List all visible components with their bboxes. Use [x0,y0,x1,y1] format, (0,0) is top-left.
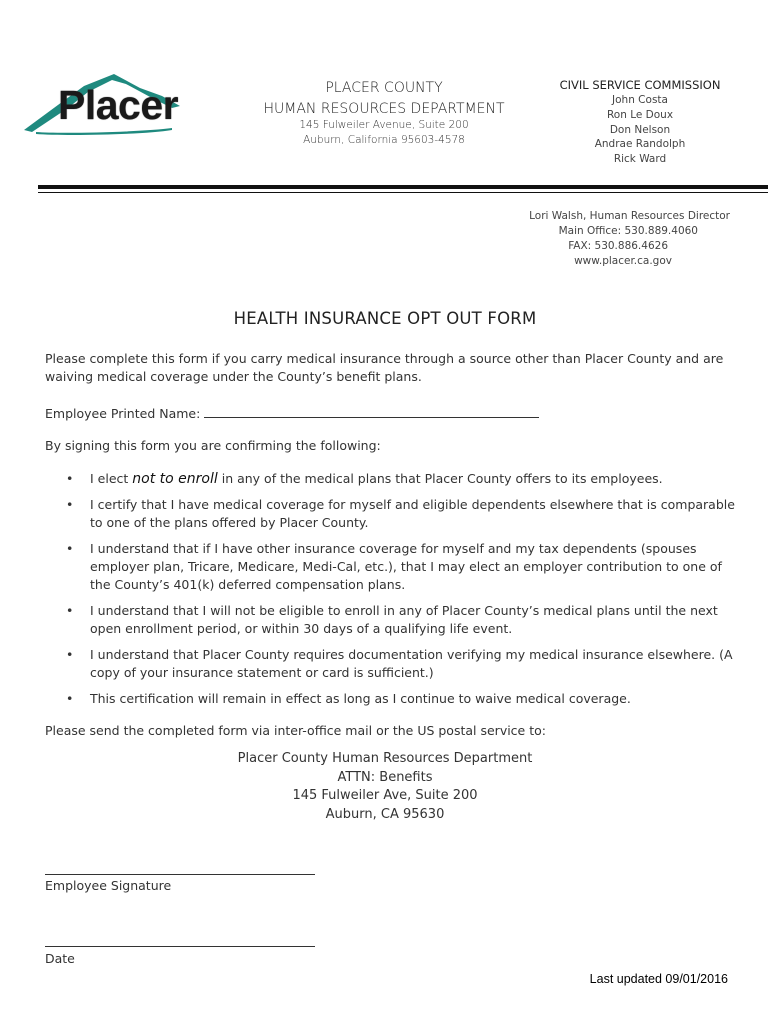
employee-name-field[interactable] [204,405,539,418]
list-item: • I certify that I have medical coverage for myself and eligible dependents elsewhere that is comparable to one of the plans offered by Placer County. [66,497,735,530]
list-item: • I understand that if I have other insurance coverage for myself and my tax dependents (spouses employer plan, Tricare, Medicare, Medi-Cal, etc.), that I may elect an employer contribution to one of the County’s 401(k) deferred compensation plans. [66,541,722,592]
member: John Costa [612,94,668,106]
member: Ron Le Doux [606,108,674,121]
list-item: • This certification will remain in effect as long as I continue to waive medical coverage. [66,691,631,706]
employee-name-row [45,405,735,423]
dept-line-1: PLACER COUNTY [325,80,443,96]
last-updated: Last updated 09/01/2016 [589,972,728,986]
signature-label: Employee Signature [45,878,172,893]
mail-line: ATTN: Benefits [337,769,433,785]
confirmation-list [45,470,735,716]
mail-line: Auburn, CA 95630 [325,806,445,822]
date-field[interactable] [45,946,315,947]
address-line-2: Auburn, California 95603-4578 [303,134,465,146]
signature-field[interactable] [45,874,315,875]
commission-members [540,93,740,167]
mail-line: 145 Fulweiler Ave, Suite 200 [292,788,478,803]
director-contact [460,209,730,269]
bullet-icon: • [66,603,74,618]
department-name [234,78,534,120]
bullet-icon: • [66,497,74,512]
mail-line: Placer County Human Resources Department [237,751,533,766]
mailing-address [0,750,770,824]
website: www.placer.ca.gov [574,255,672,267]
director-name: Lori Walsh, Human Resources Director [529,210,730,222]
member: Rick Ward [613,153,667,166]
list-item: • I understand that Placer County requires documentation verifying my medical insurance elsewhere. (A copy of your insurance statement or card is sufficient.) [66,647,733,680]
dept-line-2: HUMAN RESOURCES DEPARTMENT [263,101,505,117]
date-label: Date [45,951,75,966]
form-title: HEALTH INSURANCE OPT OUT FORM [233,309,537,328]
list-item: • I understand that I will not be eligible to enroll in any of Placer County’s medical plans until the next open enrollment period, or within 30 days of a qualifying life event. [66,603,718,636]
commission-title: CIVIL SERVICE COMMISSION [559,78,721,92]
bullet-icon: • [66,647,74,662]
header-rule-thick [38,185,768,189]
logo-wordmark: Placer [58,82,179,128]
bullet-icon: • [66,541,74,556]
emphasis-text: not to enroll [132,471,218,487]
fax: FAX: 530.886.4626 [568,240,668,252]
bullet-icon: • [66,691,74,706]
bullet-icon: • [66,471,74,486]
member: Andrae Randolph [594,138,686,151]
send-instructions: Please send the completed form via inter-office mail or the US postal service to: [45,723,546,738]
list-item: • I elect not to enroll in any of the medical plans that Placer County offers to its employees. [66,471,663,487]
confirm-intro: By signing this form you are confirming the following: [45,438,381,453]
member: Don Nelson [609,123,671,136]
employee-name-label: Employee Printed Name: [45,406,201,421]
intro-paragraph: Please complete this form if you carry medical insurance through a source other than Placer County and are waiving medical coverage under the County’s benefit plans. [45,351,724,384]
header-rule-thin [38,192,768,193]
main-office: Main Office: 530.889.4060 [558,225,698,237]
address-line-1: 145 Fulweiler Avenue, Suite 200 [299,119,469,131]
department-address [234,118,534,148]
